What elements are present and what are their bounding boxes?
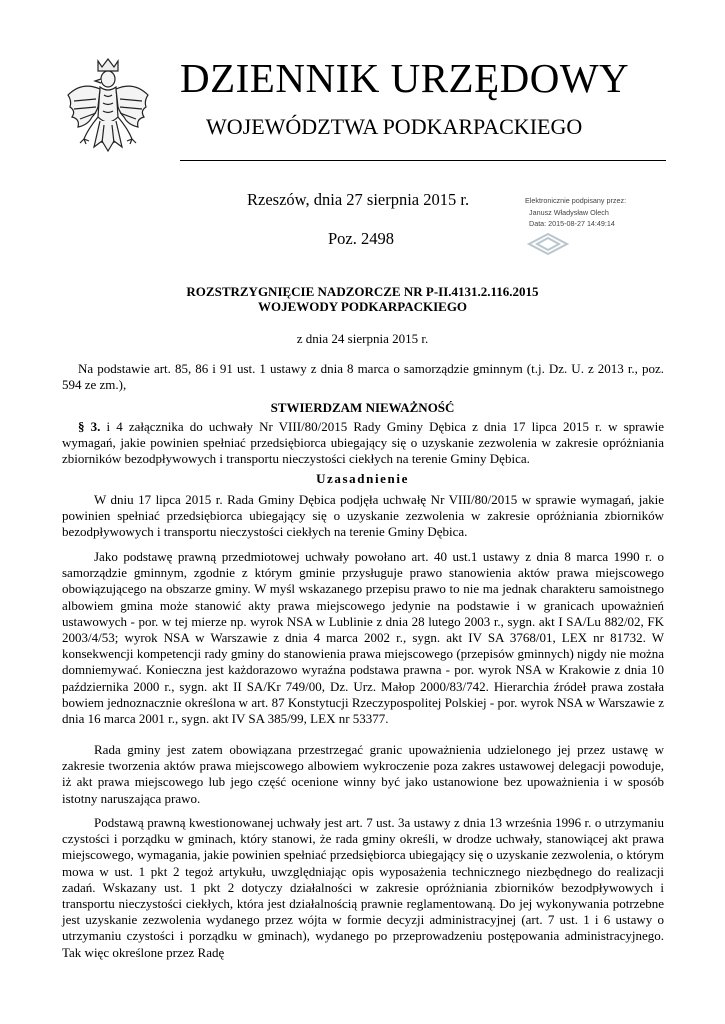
eagle-emblem-icon xyxy=(62,55,154,167)
justification-heading: Uzasadnienie xyxy=(316,471,409,486)
decision-title: ROZSTRZYGNIĘCIE NADZORCZE NR P-II.4131.2.116.2015 xyxy=(186,284,539,299)
journal-subtitle: WOJEWÓDZTWA PODKARPACKIEGO xyxy=(206,114,583,139)
header-divider xyxy=(180,160,666,161)
signature-date: Data: 2015-08-27 14:49:14 xyxy=(529,219,615,228)
place-date: Rzeszów, dnia 27 sierpnia 2015 r. xyxy=(247,190,470,209)
verdict-text: i 4 załącznika do uchwały Nr VIII/80/2015 Rady Gminy Dębica z dnia 17 lipca 2015 r. w sprawie wymagań, jakie powinien spełniać przedsiębiorca ubiegający się o uzyskanie zezwolenia w zakresie opróżniania zbiorników bezodpływowych i transportu nieczystości ciekłych na terenie Gminy Dębica. xyxy=(62,419,664,467)
decision-date: z dnia 24 sierpnia 2015 r. xyxy=(296,331,429,346)
verdict-paragraph xyxy=(62,419,664,468)
signature-signer: Janusz Władysław Olech xyxy=(529,207,609,217)
legal-basis: Na podstawie art. 85, 86 i 91 ust. 1 ustawy z dnia 8 marca o samorządzie gminnym (t.j. Dz. U. z 2013 r., poz. 594 ze zm.), xyxy=(62,361,664,393)
justification-paragraph-4: Podstawą prawną kwestionowanej uchwały jest art. 7 ust. 3a ustawy z dnia 13 września 1996 r. o utrzymaniu czystości i porządku w gminach, który stanowi, że rada gminy określi, w drodze uchwały, stanowiącej akt prawa miejscowego, wymagania, jakie powinien spełniać przedsiębiorca ubiegający się o uzyskanie zezwolenia, o którym mowa w ust. 1 pkt 2 tegoż artykułu, uwzględniając opis wyposażenia technicznego niezbędnego do realizacji zadań. Wskazany ust. 1 pkt 2 dotyczy działalności w zakresie opróżniania zbiorników bezodpływowych i transportu nieczystości ciekłych, która jest działalnością prawnie reglamentowaną. Do jej wykonywania potrzebne jest uzyskanie zezwolenia wydanego przez wójta w formie decyzji administracyjnej (art. 7 ust. 1 i 6 ustawy o utrzymaniu czystości i porządku w gminach), wydanego po przeprowadzeniu postępowania administracyjnego. Tak więc określone przez Radę xyxy=(62,815,664,960)
paragraph-mark: § 3. xyxy=(78,419,101,434)
justification-paragraph-3: Rada gminy jest zatem obowiązana przestrzegać granic upoważnienia udzielonego jej przez ustawę w zakresie tworzenia aktów prawa miejscowego albowiem wykroczenie poza zakres ustawowej delegacji powoduje, iż akt prawa miejscowego lub jego część ocenione winny być jako ustanowione bez upoważnienia i w sposób istotny naruszająca prawo. xyxy=(62,742,664,806)
justification-paragraph-2: Jako podstawę prawną przedmiotowej uchwały powołano art. 40 ust.1 ustawy z dnia 8 marca 1990 r. o samorządzie gminnym, zgodnie z którym gminie przysługuje prawo stanowienia aktów prawa miejscowego obowiązującego na obszarze gminy. W myśl wskazanego przepisu prawo to nie ma jednak charakteru samoistnego albowiem gmina może stanowić akty prawa miejscowego jedynie na podstawie i w granicach upoważnień ustawowych - por. w tej mierze np. wyrok NSA w Lublinie z dnia 28 lutego 2003 r., sygn. akt I SA/Lu 882/02, FK 2003/4/53; wyrok NSA w Warszawie z dnia 4 marca 2002 r., sygn. akt IV SA 3768/01, LEX nr 81732. W konsekwencji kompetencji rady gminy do stanowienia prawa miejscowego (przepisów gminnych) nigdy nie można domniemywać. Konieczna jest każdorazowo wyraźna podstawa prawna - por. wyrok NSA w Krakowie z dnia 10 października 2000 r., sygn. akt II SA/Kr 749/00, Dz. Urz. Małop 2000/83/742. Hierarchia źródeł prawa została bowiem jednoznacznie określona w art. 87 Konstytucji Rzeczypospolitej Polskiej - por. wyrok NSA w Warszawie z dnia 16 marca 2001 r., sygn. akt IV SA 385/99, LEX nr 53377. xyxy=(62,549,664,727)
position-number: Poz. 2498 xyxy=(328,229,394,248)
signature-label: Elektronicznie podpisany przez: xyxy=(525,196,627,205)
decision-issuer: WOJEWODY PODKARPACKIEGO xyxy=(257,299,468,314)
justification-paragraph-1: W dniu 17 lipca 2015 r. Rada Gminy Dębica podjęła uchwałę Nr VIII/80/2015 w sprawie wymagań, jakie powinien spełniać przedsiębiorca ubiegający się o uzyskanie zezwolenia w zakresie opróżniania zbiorników bezodpływowych i transportu nieczystości ciekłych na terenie Gminy Dębica. xyxy=(62,492,664,540)
signature-stamp-icon xyxy=(527,232,569,256)
verdict-heading: STWIERDZAM NIEWAŻNOŚĆ xyxy=(270,400,455,415)
journal-title: DZIENNIK URZĘDOWY xyxy=(180,55,630,101)
electronic-signature xyxy=(525,195,705,230)
